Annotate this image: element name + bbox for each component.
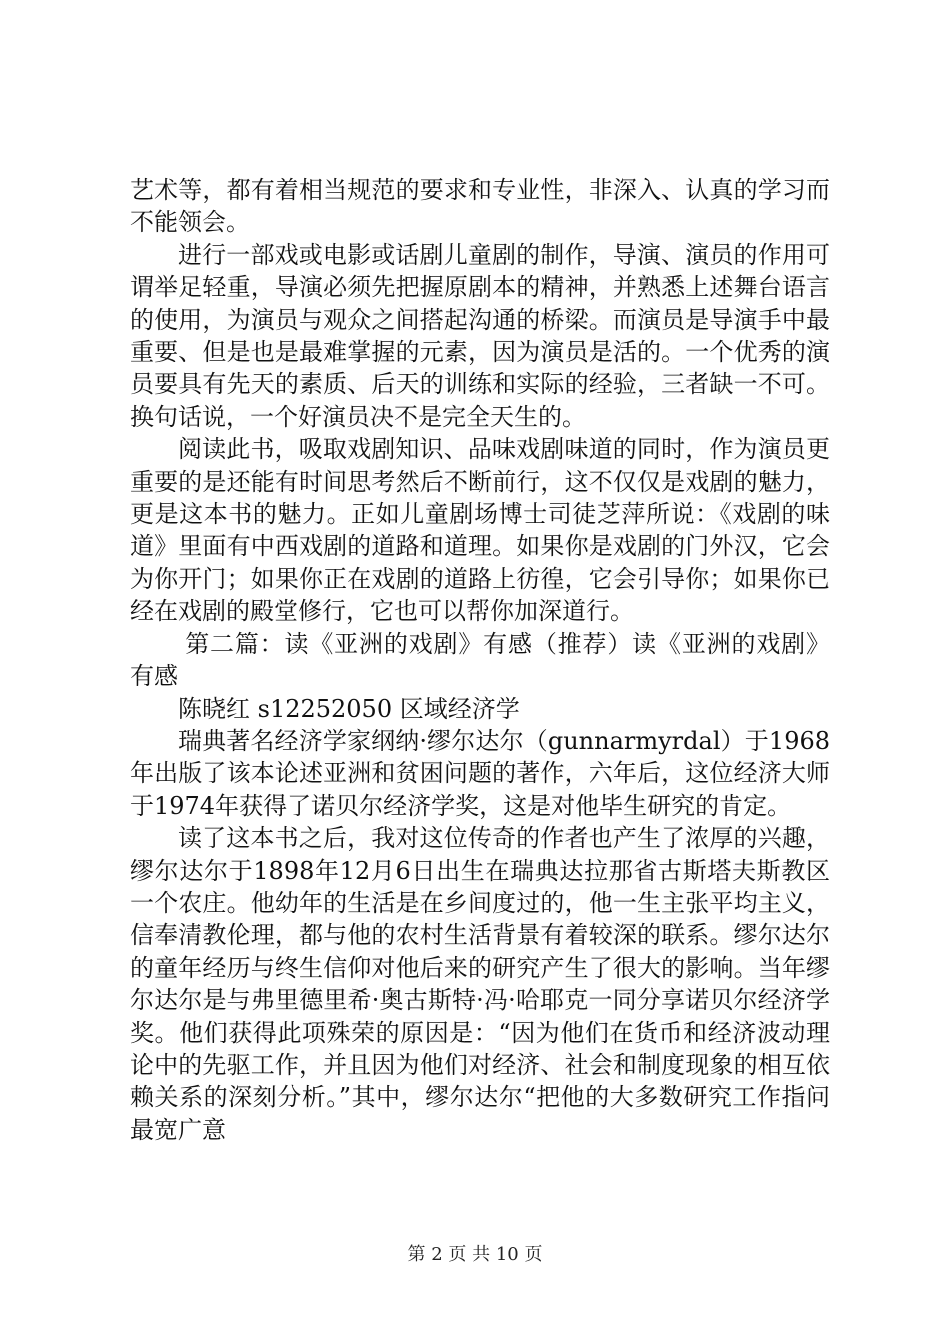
page-number-footer: 第 2 页 共 10 页 [407, 1244, 543, 1265]
paragraph: 读了这本书之后，我对这位传奇的作者也产生了浓厚的兴趣，缪尔达尔于1898年12月6日出生在瑞典达拉那省古斯塔夫斯教区一个农庄。他幼年的生活是在乡间度过的，他一生主张平均主义，信奉清教伦理，都与他的农村生活背景有着较深的联系。缪尔达尔的童年经历与终生信仰对他后来的研究产生了很大的影响。当年缪尔达尔是与弗里德里希·奥古斯特·冯·哈耶克一同分享诺贝尔经济学奖。他们获得此项殊荣的原因是：“因为他们在货币和经济波动理论中的先驱工作，并且因为他们对经济、社会和制度现象的相互依赖关系的深刻分析。”其中，缪尔达尔“把他的大多数研究工作指问最宽广意 [130, 824, 830, 1144]
body-text [130, 174, 830, 1146]
author-line: 陈晓红 s12252050 区域经济学 [178, 694, 520, 723]
paragraph: 艺术等，都有着相当规范的要求和专业性，非深入、认真的学习而不能领会。 [130, 176, 830, 237]
section-heading: 第二篇：读《亚洲的戏剧》有感（推荐）读《亚洲的戏剧》有感 [130, 629, 830, 691]
paragraph: 瑞典著名经济学家纲纳·缪尔达尔（gunnarmyrdal）于1968年出版了该本论述亚洲和贫困问题的著作，六年后，这位经济大师于1974年获得了诺贝尔经济学奖，这是对他毕生研究的肯定。 [130, 726, 830, 820]
paragraph: 进行一部戏或电影或话剧儿童剧的制作，导演、演员的作用可谓举足轻重，导演必须先把握原剧本的精神，并熟悉上述舞台语言的使用，为演员与观众之间搭起沟通的桥梁。而演员是导演手中最重要、但是也是最难掌握的元素，因为演员是活的。一个优秀的演员要具有先天的素质、后天的训练和实际的经验，三者缺一不可。换句话说，一个好演员决不是完全天生的。 [130, 240, 830, 431]
paragraph: 阅读此书，吸取戏剧知识、品味戏剧味道的同时，作为演员更重要的是还能有时间思考然后不断前行，这不仅仅是戏剧的魅力，更是这本书的魅力。正如儿童剧场博士司徒芝萍所说：《戏剧的味道》里面有中西戏剧的道路和道理。如果你是戏剧的门外汉，它会为你开门；如果你正在戏剧的道路上彷徨，它会引导你；如果你已经在戏剧的殿堂修行，它也可以帮你加深道行。 [130, 435, 830, 626]
